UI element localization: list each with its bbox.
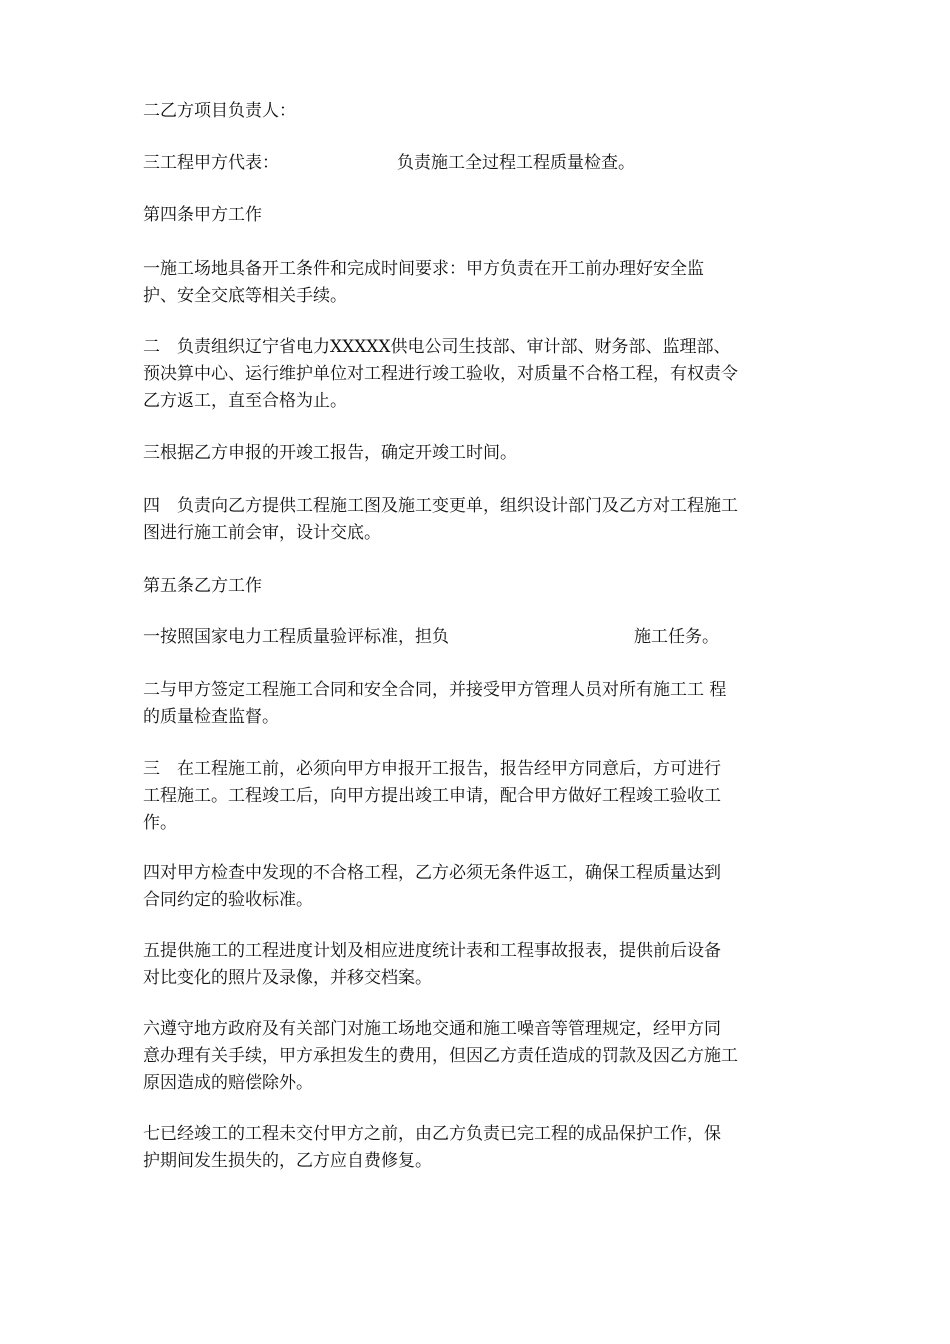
section-heading-4 bbox=[143, 202, 833, 229]
text-line: 对比变化的照片及录像，并移交档案。 bbox=[143, 968, 432, 988]
text-line: 第四条甲方工作 bbox=[143, 205, 262, 225]
paragraph-5 bbox=[143, 334, 833, 415]
text-line: 四对甲方检查中发现的不合格工程，乙方必须无条件返工，确保工程质量达到 bbox=[143, 863, 721, 883]
text-line: 护、安全交底等相关手续。 bbox=[143, 286, 347, 306]
text-line: 四 负责向乙方提供工程施工图及施工变更单，组织设计部门及乙方对工程施工 bbox=[143, 496, 738, 516]
paragraph-14 bbox=[143, 1016, 833, 1097]
text-line bbox=[143, 624, 833, 651]
text-segment: 负责施工全过程工程质量检查。 bbox=[397, 153, 635, 173]
paragraph-1 bbox=[143, 98, 833, 125]
text-line: 三根据乙方申报的开竣工报告，确定开竣工时间。 bbox=[143, 443, 517, 463]
text-line: 图进行施工前会审，设计交底。 bbox=[143, 523, 381, 543]
paragraph-7 bbox=[143, 493, 833, 547]
text-segment: 施工任务。 bbox=[634, 627, 719, 647]
text-line: 三 在工程施工前，必须向甲方申报开工报告，报告经甲方同意后，方可进行 bbox=[143, 759, 721, 779]
text-line: 五提供施工的工程进度计划及相应进度统计表和工程事故报表，提供前后设备 bbox=[143, 941, 721, 961]
text-segment: 三工程甲方代表： bbox=[143, 153, 279, 173]
text-line bbox=[143, 150, 833, 177]
text-segment: 一按照国家电力工程质量验评标准，担负 bbox=[143, 627, 449, 647]
text-line: 工程施工。工程竣工后，向甲方提出竣工申请，配合甲方做好工程竣工验收工 bbox=[143, 786, 721, 806]
paragraph-11 bbox=[143, 756, 833, 837]
paragraph-10 bbox=[143, 677, 833, 731]
text-line: 六遵守地方政府及有关部门对施工场地交通和施工噪音等管理规定，经甲方同 bbox=[143, 1019, 721, 1039]
paragraph-12 bbox=[143, 860, 833, 914]
text-line: 的质量检查监督。 bbox=[143, 707, 279, 727]
text-line: 乙方返工，直至合格为止。 bbox=[143, 391, 347, 411]
text-line: 七已经竣工的工程未交付甲方之前，由乙方负责已完工程的成品保护工作，保 bbox=[143, 1124, 721, 1144]
text-line: 原因造成的赔偿除外。 bbox=[143, 1073, 313, 1093]
text-line: 二 负责组织辽宁省电力XXXXX供电公司生技部、审计部、财务部、监理部、 bbox=[143, 337, 731, 357]
section-heading-5 bbox=[143, 573, 833, 600]
text-line: 第五条乙方工作 bbox=[143, 576, 262, 596]
text-line: 意办理有关手续，甲方承担发生的费用，但因乙方责任造成的罚款及因乙方施工 bbox=[143, 1046, 738, 1066]
text-line: 作。 bbox=[143, 813, 177, 833]
text-line: 护期间发生损失的，乙方应自费修复。 bbox=[143, 1151, 432, 1171]
paragraph-6 bbox=[143, 440, 833, 467]
text-line: 合同约定的验收标准。 bbox=[143, 890, 313, 910]
paragraph-15 bbox=[143, 1121, 833, 1175]
paragraph-4 bbox=[143, 256, 833, 310]
paragraph-2 bbox=[143, 150, 833, 177]
text-line: 二与甲方签定工程施工合同和安全合同，并接受甲方管理人员对所有施工工 程 bbox=[143, 680, 727, 700]
paragraph-9 bbox=[143, 624, 833, 651]
paragraph-13 bbox=[143, 938, 833, 992]
text-line: 一施工场地具备开工条件和完成时间要求：甲方负责在开工前办理好安全监 bbox=[143, 259, 704, 279]
text-line: 预决算中心、运行维护单位对工程进行竣工验收，对质量不合格工程，有权责令 bbox=[143, 364, 738, 384]
text-line: 二乙方项目负责人： bbox=[143, 101, 296, 121]
